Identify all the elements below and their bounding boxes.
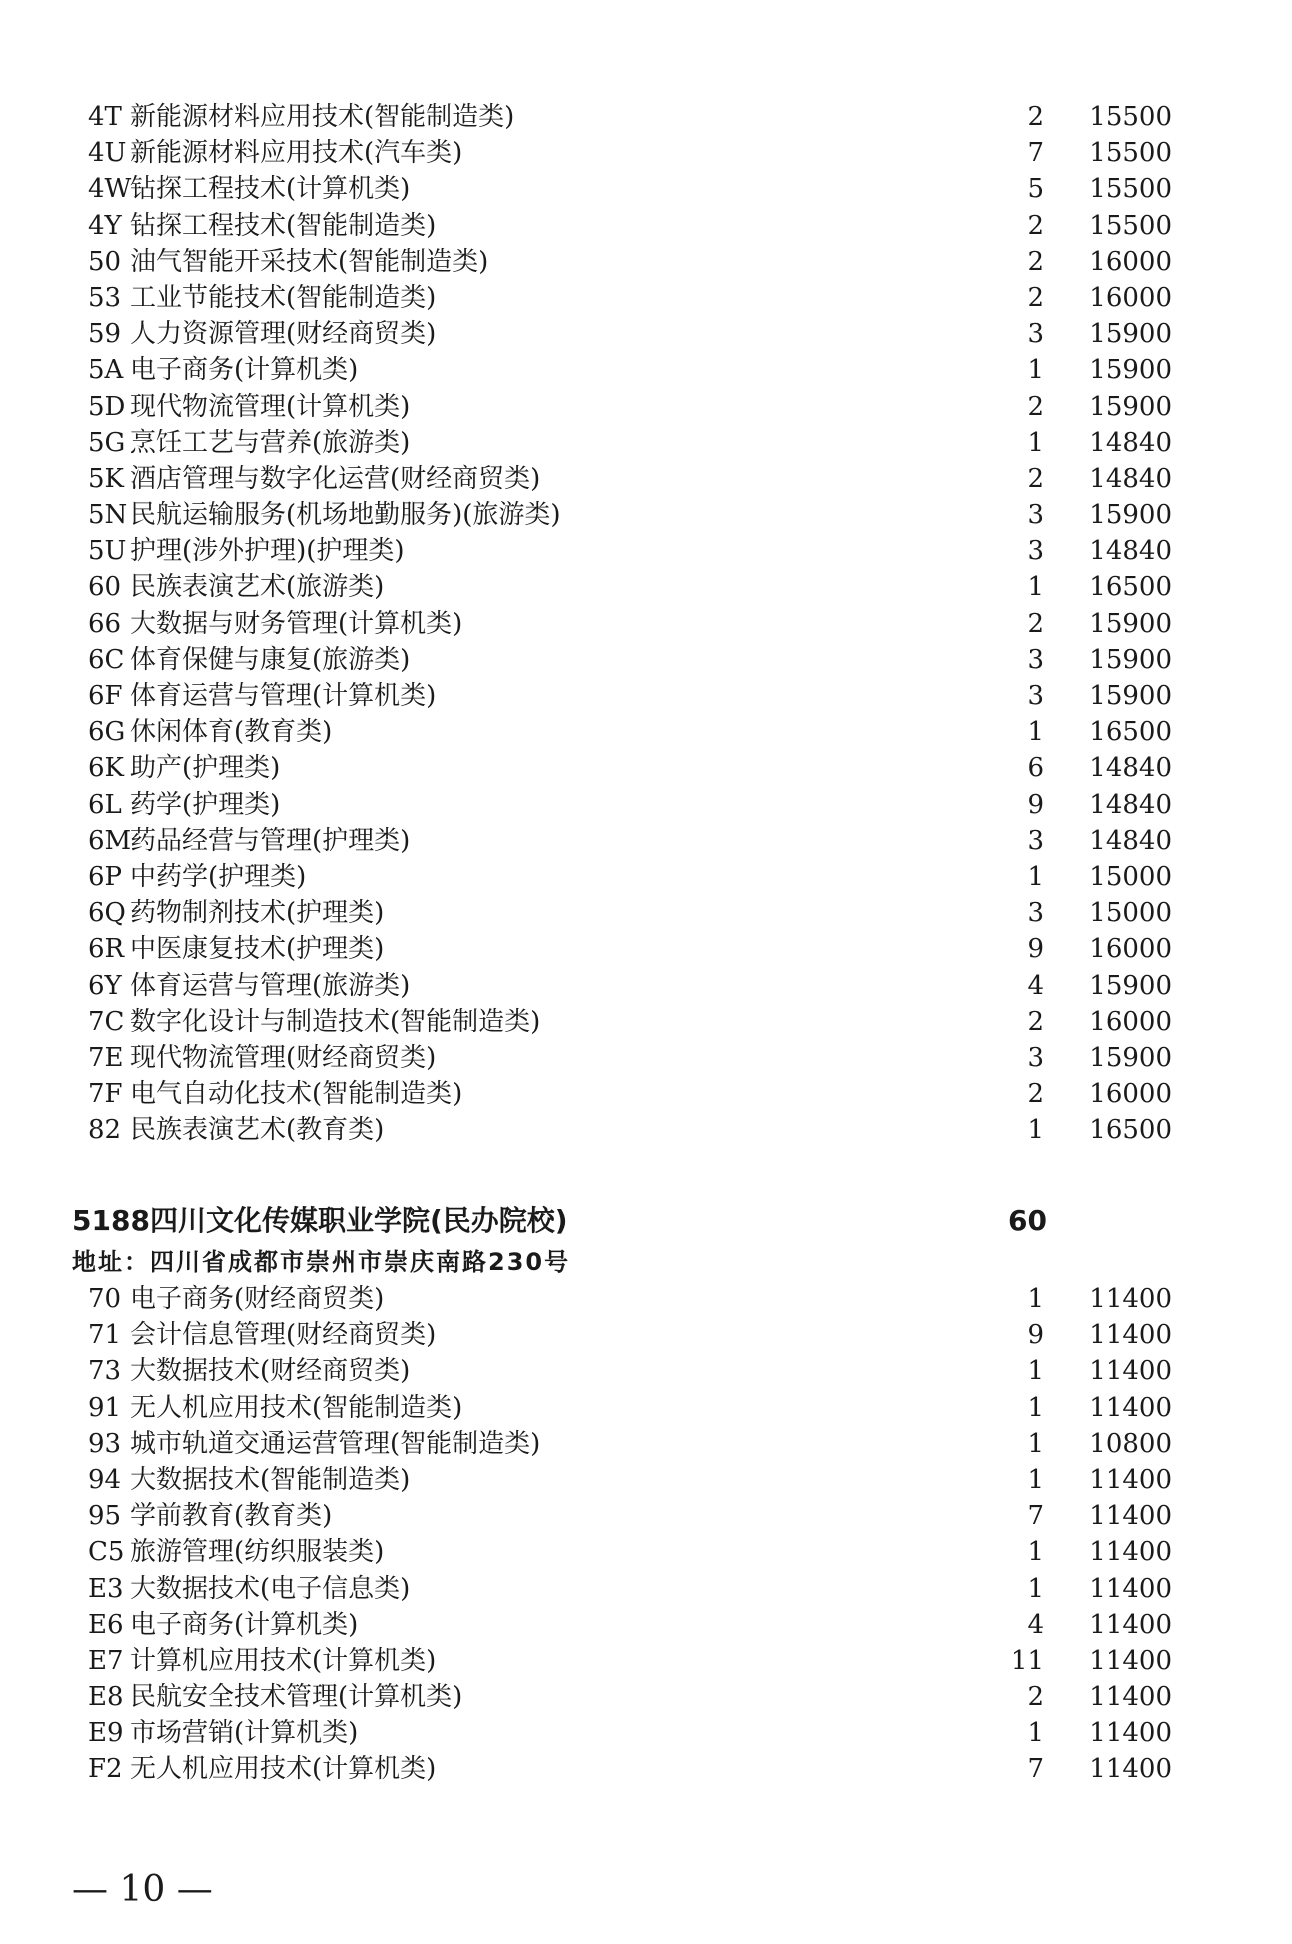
major-row	[0, 1534, 1292, 1570]
major-name: 会计信息管理(财经商贸类)	[130, 1320, 437, 1351]
plan-count: 2	[1027, 246, 1044, 277]
major-code: 5D	[88, 391, 126, 422]
tuition-fee: 15500	[1089, 174, 1172, 205]
major-name: 民航安全技术管理(计算机类)	[130, 1682, 463, 1713]
major-row	[0, 1353, 1292, 1389]
plan-count: 2	[1027, 463, 1044, 494]
plan-count: 2	[1027, 1682, 1044, 1713]
major-row	[0, 750, 1292, 786]
major-name: 旅游管理(纺织服装类)	[130, 1537, 385, 1568]
major-row	[0, 461, 1292, 497]
major-code: 60	[88, 572, 122, 603]
major-row	[0, 787, 1292, 823]
major-name: 油气智能开采技术(智能制造类)	[130, 246, 489, 277]
major-code: 73	[88, 1356, 122, 1387]
plan-count: 3	[1027, 319, 1044, 350]
tuition-fee: 16500	[1089, 1115, 1172, 1146]
plan-count: 2	[1027, 1006, 1044, 1037]
tuition-fee: 15900	[1089, 355, 1172, 386]
major-row	[0, 714, 1292, 750]
major-code: 4W	[88, 174, 132, 205]
major-code: 4T	[88, 102, 122, 132]
major-code: 6M	[88, 825, 132, 856]
plan-count: 1	[1027, 1356, 1044, 1387]
major-list-school-5188	[0, 1281, 1292, 1788]
plan-count: 3	[1027, 898, 1044, 929]
major-row	[0, 678, 1292, 714]
major-row	[0, 1004, 1292, 1040]
major-code: 95	[88, 1501, 122, 1532]
major-name: 大数据技术(财经商贸类)	[130, 1356, 411, 1387]
plan-count: 1	[1027, 1392, 1044, 1423]
plan-count: 1	[1027, 1573, 1044, 1604]
major-name: 电气自动化技术(智能制造类)	[130, 1079, 463, 1110]
major-code: 82	[88, 1115, 122, 1146]
major-code: 4U	[88, 138, 127, 169]
plan-count: 3	[1027, 536, 1044, 567]
tuition-fee: 15900	[1089, 500, 1172, 531]
major-name: 药品经营与管理(护理类)	[130, 825, 411, 856]
major-row	[0, 425, 1292, 461]
major-row	[0, 1607, 1292, 1643]
major-code: E7	[88, 1645, 124, 1676]
major-name: 中药学(护理类)	[130, 861, 307, 892]
tuition-fee: 14840	[1089, 536, 1172, 567]
major-name: 民族表演艺术(旅游类)	[130, 572, 385, 603]
major-row	[0, 569, 1292, 605]
tuition-fee: 14840	[1089, 825, 1172, 856]
plan-count: 1	[1027, 1284, 1044, 1314]
major-name: 市场营销(计算机类)	[130, 1718, 359, 1749]
plan-count: 3	[1027, 681, 1044, 711]
tuition-fee: 11400	[1089, 1320, 1172, 1351]
major-code: 6Y	[88, 970, 122, 1001]
major-code: E8	[88, 1682, 124, 1713]
major-name: 城市轨道交通运营管理(智能制造类)	[130, 1428, 541, 1459]
tuition-fee: 11400	[1089, 1537, 1172, 1568]
major-code: 53	[88, 282, 122, 313]
major-row	[0, 244, 1292, 280]
tuition-fee: 16500	[1089, 717, 1172, 748]
major-name: 大数据技术(智能制造类)	[130, 1464, 411, 1495]
major-row	[0, 1643, 1292, 1679]
tuition-fee: 14840	[1089, 427, 1172, 458]
major-name: 体育运营与管理(旅游类)	[130, 970, 411, 1001]
plan-count: 9	[1027, 789, 1044, 820]
major-name: 学前教育(教育类)	[130, 1501, 333, 1532]
major-code: 6F	[88, 681, 123, 711]
major-row	[0, 497, 1292, 533]
major-code: 5U	[88, 536, 127, 567]
major-code: F2	[88, 1754, 123, 1785]
major-code: 7F	[88, 1079, 123, 1110]
major-row	[0, 1715, 1292, 1751]
major-row	[0, 99, 1292, 135]
tuition-fee: 15500	[1089, 102, 1172, 132]
tuition-fee: 11400	[1089, 1464, 1172, 1495]
major-code: 5K	[88, 463, 124, 494]
plan-count: 1	[1027, 427, 1044, 458]
major-name: 钻探工程技术(计算机类)	[130, 174, 411, 205]
tuition-fee: 11400	[1089, 1392, 1172, 1423]
major-name: 数字化设计与制造技术(智能制造类)	[130, 1006, 541, 1037]
major-code: 6R	[88, 934, 125, 965]
major-code: 50	[88, 246, 122, 277]
plan-count: 1	[1027, 1537, 1044, 1568]
plan-count: 2	[1027, 282, 1044, 313]
major-name: 现代物流管理(计算机类)	[130, 391, 411, 422]
major-row	[0, 1317, 1292, 1353]
plan-count: 1	[1027, 861, 1044, 892]
major-name: 无人机应用技术(智能制造类)	[130, 1392, 463, 1423]
major-row	[0, 642, 1292, 678]
major-name: 酒店管理与数字化运营(财经商贸类)	[130, 463, 541, 494]
major-name: 中医康复技术(护理类)	[130, 934, 385, 965]
plan-count: 2	[1027, 1079, 1044, 1110]
tuition-fee: 16000	[1089, 282, 1172, 313]
tuition-fee: 16000	[1089, 246, 1172, 277]
plan-count: 1	[1027, 355, 1044, 386]
major-row	[0, 1076, 1292, 1112]
tuition-fee: 11400	[1089, 1573, 1172, 1604]
major-name: 体育保健与康复(旅游类)	[130, 644, 411, 675]
plan-count: 9	[1027, 934, 1044, 965]
major-code: 6P	[88, 861, 123, 892]
major-row	[0, 895, 1292, 931]
major-row	[0, 316, 1292, 352]
plan-count: 2	[1027, 102, 1044, 132]
tuition-fee: 16000	[1089, 1079, 1172, 1110]
tuition-fee: 15000	[1089, 898, 1172, 929]
major-name: 人力资源管理(财经商贸类)	[130, 319, 437, 350]
tuition-fee: 14840	[1089, 789, 1172, 820]
major-name: 钻探工程技术(智能制造类)	[130, 210, 437, 241]
tuition-fee: 15900	[1089, 391, 1172, 422]
major-row	[0, 1498, 1292, 1534]
tuition-fee: 14840	[1089, 463, 1172, 494]
major-code: E6	[88, 1609, 124, 1640]
major-row	[0, 1679, 1292, 1715]
plan-count: 1	[1027, 1428, 1044, 1459]
major-row	[0, 606, 1292, 642]
tuition-fee: 16000	[1089, 934, 1172, 965]
major-row	[0, 823, 1292, 859]
major-code: 6C	[88, 644, 125, 675]
major-code: E3	[88, 1573, 124, 1604]
major-name: 助产(护理类)	[130, 753, 281, 784]
tuition-fee: 15900	[1089, 319, 1172, 350]
major-row	[0, 352, 1292, 388]
tuition-fee: 11400	[1089, 1718, 1172, 1749]
major-code: 7C	[88, 1006, 125, 1037]
major-name: 计算机应用技术(计算机类)	[130, 1645, 437, 1676]
plan-count: 9	[1027, 1320, 1044, 1351]
major-name: 大数据技术(电子信息类)	[130, 1573, 411, 1604]
major-row	[0, 1751, 1292, 1787]
major-row	[0, 135, 1292, 171]
tuition-fee: 14840	[1089, 753, 1172, 784]
major-code: 6G	[88, 717, 126, 748]
plan-count: 7	[1027, 138, 1044, 169]
tuition-fee: 15900	[1089, 681, 1172, 711]
major-code: E9	[88, 1718, 124, 1749]
plan-count: 3	[1027, 1042, 1044, 1073]
major-name: 药物制剂技术(护理类)	[130, 898, 385, 929]
tuition-fee: 15500	[1089, 210, 1172, 241]
major-code: 6Q	[88, 898, 126, 929]
school-code: 5188	[72, 1204, 150, 1237]
major-code: 5G	[88, 427, 126, 458]
tuition-fee: 15000	[1089, 861, 1172, 892]
major-name: 民航运输服务(机场地勤服务)(旅游类)	[130, 500, 561, 531]
major-code: 4Y	[88, 210, 122, 241]
major-name: 烹饪工艺与营养(旅游类)	[130, 427, 411, 458]
major-name: 工业节能技术(智能制造类)	[130, 282, 437, 313]
major-name: 民族表演艺术(教育类)	[130, 1115, 385, 1146]
tuition-fee: 11400	[1089, 1609, 1172, 1640]
major-code: 70	[88, 1284, 122, 1314]
plan-count: 1	[1027, 1115, 1044, 1146]
plan-count: 3	[1027, 825, 1044, 856]
major-code: 66	[88, 608, 122, 639]
major-row	[0, 1112, 1292, 1148]
plan-count: 1	[1027, 572, 1044, 603]
tuition-fee: 10800	[1089, 1428, 1172, 1459]
tuition-fee: 16500	[1089, 572, 1172, 603]
tuition-fee: 11400	[1089, 1645, 1172, 1676]
major-code: 59	[88, 319, 122, 350]
plan-count: 1	[1027, 717, 1044, 748]
major-row	[0, 208, 1292, 244]
major-row	[0, 280, 1292, 316]
major-list-previous-school	[0, 99, 1292, 1148]
major-code: 71	[88, 1320, 122, 1351]
plan-count: 2	[1027, 608, 1044, 639]
plan-count: 3	[1027, 644, 1044, 675]
school-name: 四川文化传媒职业学院(民办院校)	[150, 1204, 568, 1237]
major-code: 7E	[88, 1042, 124, 1073]
major-code: 5A	[88, 355, 124, 386]
major-row	[0, 1040, 1292, 1076]
major-name: 无人机应用技术(计算机类)	[130, 1754, 437, 1785]
major-name: 体育运营与管理(计算机类)	[130, 681, 437, 711]
plan-count: 11	[1010, 1645, 1044, 1676]
plan-count: 7	[1027, 1501, 1044, 1532]
major-code: 6L	[88, 789, 122, 820]
plan-count: 2	[1027, 210, 1044, 241]
tuition-fee: 11400	[1089, 1284, 1172, 1314]
tuition-fee: 15900	[1089, 1042, 1172, 1073]
major-row	[0, 1426, 1292, 1462]
major-name: 护理(涉外护理)(护理类)	[130, 536, 405, 567]
major-name: 新能源材料应用技术(智能制造类)	[130, 102, 515, 132]
plan-count: 2	[1027, 391, 1044, 422]
major-code: 93	[88, 1428, 122, 1459]
major-name: 电子商务(计算机类)	[130, 355, 359, 386]
major-row	[0, 931, 1292, 967]
major-name: 新能源材料应用技术(汽车类)	[130, 138, 463, 169]
major-row	[0, 1390, 1292, 1426]
major-code: C5	[88, 1537, 125, 1568]
tuition-fee: 15900	[1089, 644, 1172, 675]
tuition-fee: 15900	[1089, 608, 1172, 639]
tuition-fee: 11400	[1089, 1501, 1172, 1532]
plan-count: 1	[1027, 1464, 1044, 1495]
major-code: 5N	[88, 500, 128, 531]
school-header	[0, 1200, 1292, 1242]
plan-count: 6	[1027, 753, 1044, 784]
major-row	[0, 533, 1292, 569]
major-row	[0, 1281, 1292, 1317]
major-row	[0, 171, 1292, 207]
school-address: 地址：四川省成都市崇州市崇庆南路230号	[72, 1248, 571, 1276]
tuition-fee: 15900	[1089, 970, 1172, 1001]
major-code: 6K	[88, 753, 124, 784]
page-number: — 10 —	[72, 1869, 213, 1910]
major-code: 91	[88, 1392, 122, 1423]
major-row	[0, 968, 1292, 1004]
plan-count: 7	[1027, 1754, 1044, 1785]
major-name: 大数据与财务管理(计算机类)	[130, 608, 463, 639]
major-name: 电子商务(计算机类)	[130, 1609, 359, 1640]
plan-count: 3	[1027, 500, 1044, 531]
major-row	[0, 859, 1292, 895]
plan-count: 1	[1027, 1718, 1044, 1749]
major-name: 休闲体育(教育类)	[130, 717, 333, 748]
tuition-fee: 15500	[1089, 138, 1172, 169]
tuition-fee: 11400	[1089, 1682, 1172, 1713]
tuition-fee: 11400	[1089, 1356, 1172, 1387]
major-row	[0, 389, 1292, 425]
plan-count: 4	[1027, 970, 1044, 1001]
major-row	[0, 1571, 1292, 1607]
plan-count: 5	[1027, 174, 1044, 205]
school-total-plan: 60	[1008, 1204, 1047, 1237]
major-name: 电子商务(财经商贸类)	[130, 1284, 385, 1314]
major-code: 94	[88, 1464, 122, 1495]
major-name: 现代物流管理(财经商贸类)	[130, 1042, 437, 1073]
major-name: 药学(护理类)	[130, 789, 281, 820]
plan-count: 4	[1027, 1609, 1044, 1640]
tuition-fee: 16000	[1089, 1006, 1172, 1037]
tuition-fee: 11400	[1089, 1754, 1172, 1785]
major-row	[0, 1462, 1292, 1498]
